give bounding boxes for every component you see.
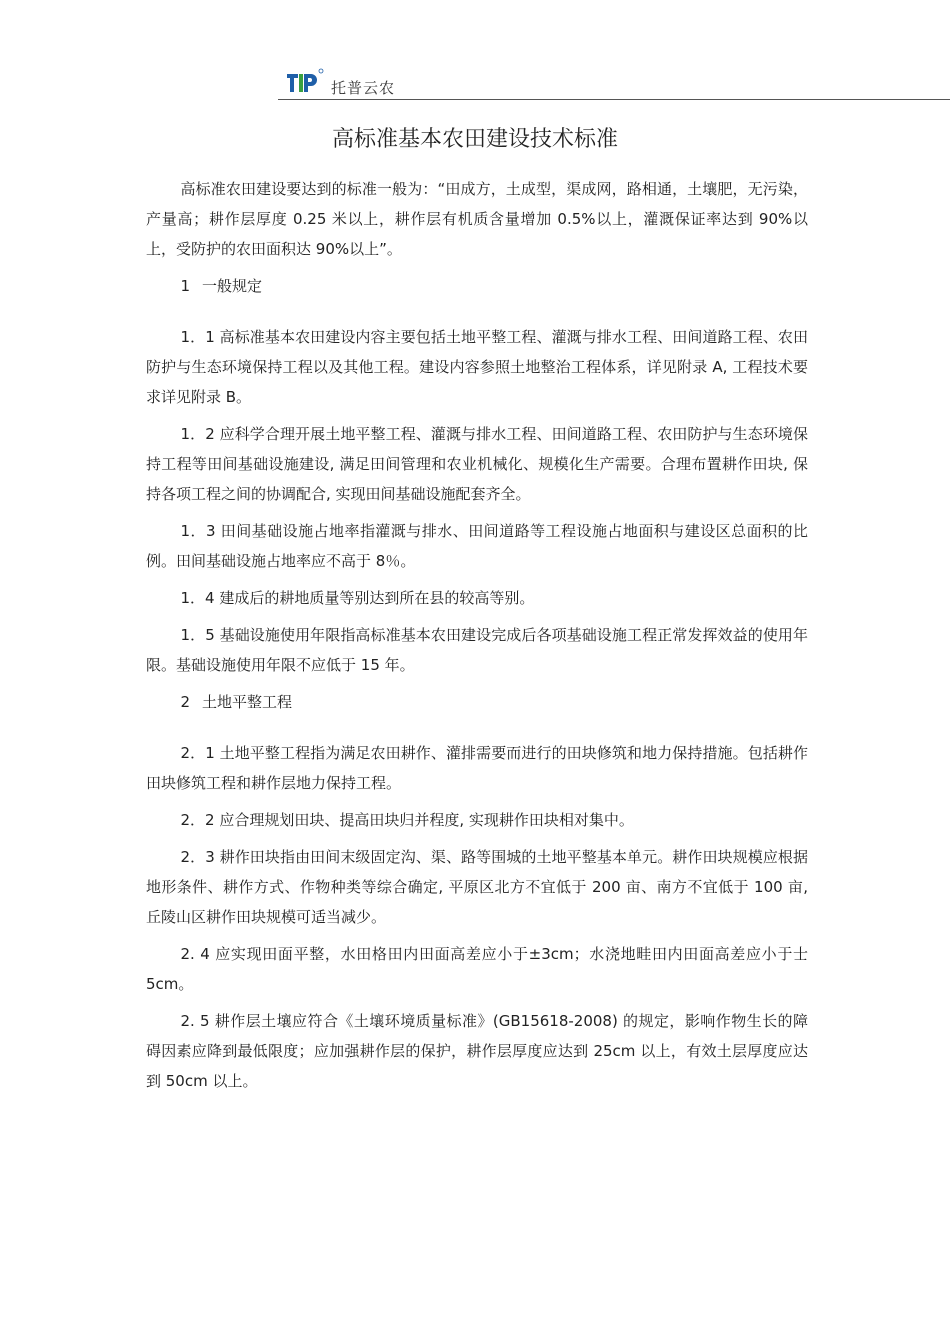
brand-name: 托普云农 bbox=[331, 79, 396, 97]
clause-2-2: 2．2 应合理规划田块、提高田块归并程度, 实现耕作田块相对集中。 bbox=[180, 811, 634, 829]
intro-paragraph: 高标准农田建设要达到的标准一般为：“田成方，土成型，渠成网，路相通，土壤肥，无污染，产量高；耕作层厚度 0.25 米以上，耕作层有机质含量增加 0.5%以上，灌溉保证率达到 90%以上，受防护的农田面积达 90%以上”。 bbox=[146, 180, 808, 258]
clause-2-4: 2. 4 应实现田面平整，水田格田内田面高差应小于±3cm；水浇地畦田内田面高差应小于士 5cm。 bbox=[146, 945, 808, 993]
section-title: 土地平整工程 bbox=[202, 693, 293, 711]
clause-1-3: 1．3 田间基础设施占地率指灌溉与排水、田间道路等工程设施占地面积与建设区总面积的比例。田间基础设施占地率应不高于 8％。 bbox=[146, 522, 808, 570]
clause-2-3: 2．3 耕作田块指由田间末级固定沟、渠、路等围城的土地平整基本单元。耕作田块规模应根据地形条件、耕作方式、作物种类等综合确定, 平原区北方不宜低于 200 亩、南方不宜低于 100 亩, 丘陵山区耕作田块规模可适当减少。 bbox=[146, 848, 808, 926]
clause-1-1: 1．1 高标准基本农田建设内容主要包括土地平整工程、灌溉与排水工程、田间道路工程、农田防护与生态环境保持工程以及其他工程。建设内容参照土地整治工程体系，详见附录 A, 工程技术要求详见附录 B。 bbox=[146, 328, 808, 406]
section-heading-1 bbox=[146, 271, 808, 301]
header-divider bbox=[278, 99, 950, 100]
section-number: 2 bbox=[180, 693, 191, 711]
document-title: 高标准基本农田建设技术标准 bbox=[331, 127, 618, 152]
section-number: 1 bbox=[180, 277, 191, 295]
company-logo-icon bbox=[285, 66, 325, 96]
document-body bbox=[146, 174, 808, 1103]
clause-2-1: 2．1 土地平整工程指为满足农田耕作、灌排需要而进行的田块修筑和地力保持措施。包括耕作田块修筑工程和耕作层地力保持工程。 bbox=[146, 744, 808, 792]
clause-1-2: 1．2 应科学合理开展土地平整工程、灌溉与排水工程、田间道路工程、农田防护与生态环境保持工程等田间基础设施建设, 满足田间管理和农业机械化、规模化生产需要。合理布置耕作田块, 保持各项工程之间的协调配合, 实现田间基础设施配套齐全。 bbox=[146, 425, 808, 503]
page-header bbox=[0, 0, 950, 102]
clause-2-5: 2. 5 耕作层土壤应符合《土壤环境质量标准》(GB15618-2008) 的规定，影响作物生长的障碍因素应降到最低限度；应加强耕作层的保护，耕作层厚度应达到 25cm 以上，有效土层厚度应达到 50cm 以上。 bbox=[146, 1012, 808, 1090]
section-heading-2 bbox=[146, 687, 808, 717]
section-title: 一般规定 bbox=[202, 277, 263, 295]
clause-1-5: 1．5 基础设施使用年限指高标准基本农田建设完成后各项基础设施工程正常发挥效益的使用年限。基础设施使用年限不应低于 15 年。 bbox=[146, 626, 808, 674]
clause-1-4: 1．4 建成后的耕地质量等别达到所在县的较高等别。 bbox=[180, 589, 535, 607]
